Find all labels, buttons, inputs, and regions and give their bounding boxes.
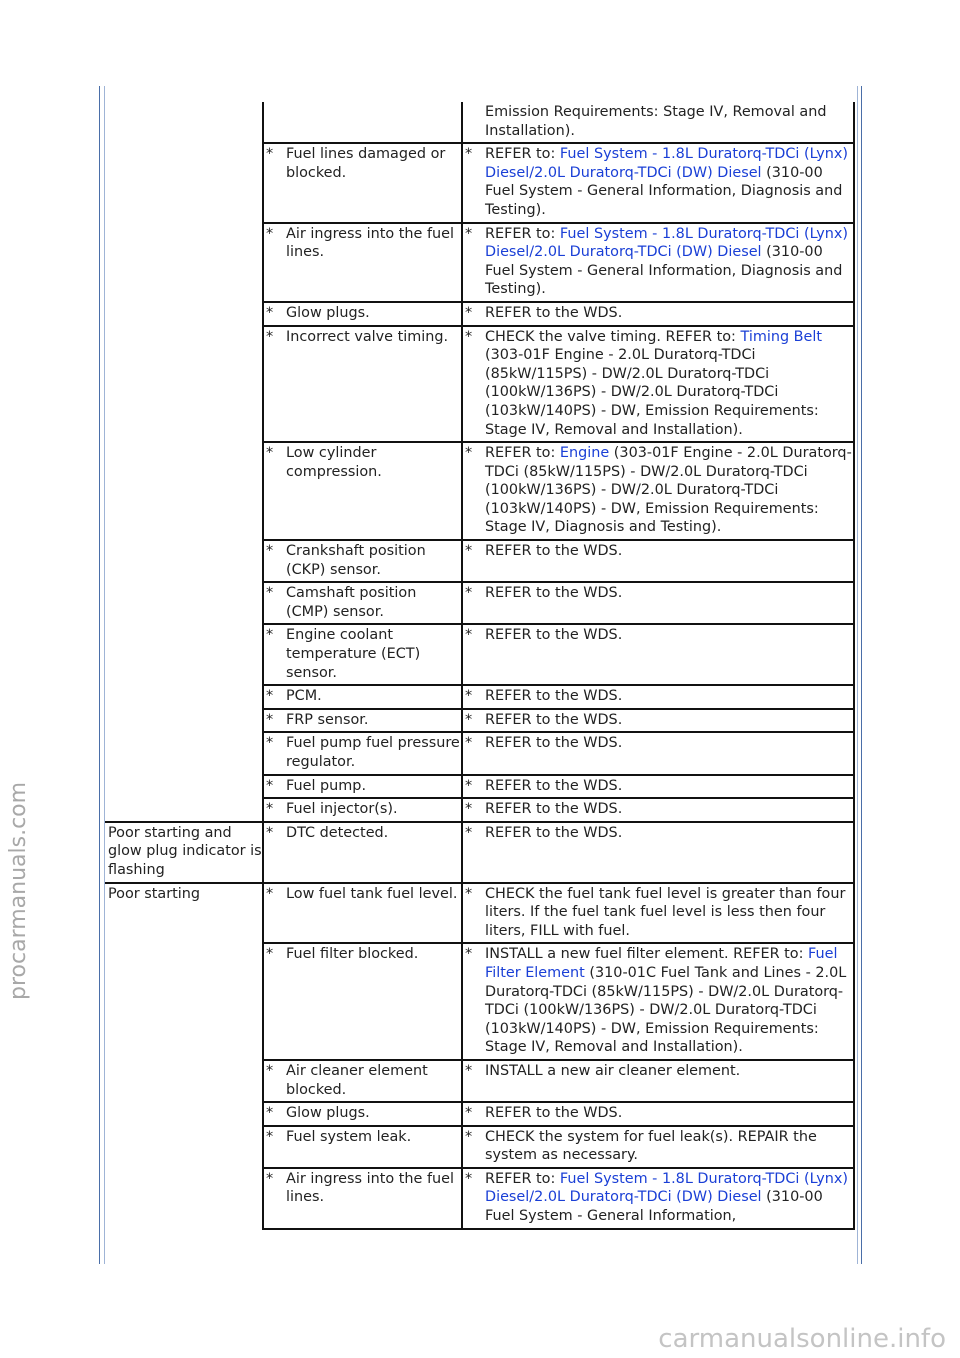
- action-cell: [462, 775, 854, 799]
- condition-cell: [105, 143, 263, 222]
- bullet-star: *: [266, 688, 274, 705]
- bullet-star: *: [465, 543, 473, 560]
- cause-text: Fuel filter blocked.: [286, 946, 419, 963]
- action-text-pre: REFER to the WDS.: [485, 1105, 623, 1122]
- condition-cell: [105, 624, 263, 685]
- cause-cell: [263, 943, 462, 1060]
- cause-text: Camshaft position (CMP) sensor.: [286, 585, 417, 620]
- condition-cell: [105, 1102, 263, 1126]
- table-row: [105, 302, 854, 326]
- table-row: [105, 798, 854, 822]
- cause-text: Fuel injector(s).: [286, 801, 398, 818]
- bullet-star: *: [465, 1128, 473, 1145]
- cause-cell: [263, 883, 462, 944]
- condition-cell: [105, 302, 263, 326]
- bullet-star: *: [465, 585, 473, 602]
- bullet-star: *: [266, 946, 274, 963]
- action-text-post: (310-01C Fuel Tank and Lines - 2.0L Duratorq-TDCi (85kW/115PS) - DW/2.0L Duratorq-TDCi (100kW/136PS) - DW/2.0L Duratorq-TDCi (103kW/140PS) - DW, Emission Requirements: Stage IV, Removal and Installation).: [485, 964, 847, 1056]
- action-text: [485, 945, 853, 1057]
- condition-cell: [105, 442, 263, 540]
- bullet-star: *: [266, 1062, 274, 1079]
- cause-text: DTC detected.: [286, 824, 389, 841]
- bottom-watermark: carmanualsonline.info: [658, 1324, 946, 1354]
- action-text: [485, 1104, 853, 1123]
- action-text: [485, 584, 853, 603]
- action-text-post: (303-01F Engine - 2.0L Duratorq-TDCi (85kW/115PS) - DW/2.0L Duratorq-TDCi (100kW/136PS) - DW/2.0L Duratorq-TDCi (103kW/140PS) - DW, Emission Requirements: Stage IV, Diagnosis and Testing).: [485, 445, 852, 536]
- action-cell: [462, 732, 854, 774]
- action-text-pre: REFER to:: [485, 445, 560, 462]
- bullet-star: *: [266, 777, 274, 794]
- bullet-star: *: [465, 801, 473, 818]
- bullet-star: *: [465, 1170, 473, 1187]
- cause-text: FRP sensor.: [286, 711, 369, 728]
- table-row: [105, 442, 854, 540]
- action-text-pre: REFER to:: [485, 1170, 560, 1187]
- bullet-star: *: [266, 225, 274, 242]
- action-text-pre: CHECK the system for fuel leak(s). REPAIR the system as necessary.: [485, 1128, 817, 1164]
- bullet-star: *: [465, 688, 473, 705]
- table-row: [105, 709, 854, 733]
- bullet-star: *: [465, 1062, 473, 1079]
- condition-cell: [105, 1060, 263, 1102]
- reference-link[interactable]: Fuel System - 1.8L Duratorq-TDCi (Lynx) Diesel/2.0L Duratorq-TDCi (DW) Diesel: [485, 225, 849, 261]
- action-cell: [462, 1060, 854, 1102]
- condition-cell: [105, 709, 263, 733]
- action-cell: [462, 943, 854, 1060]
- condition-cell: [105, 223, 263, 302]
- diagnosis-table: [105, 102, 855, 1230]
- action-cell: [462, 442, 854, 540]
- condition-text: Poor starting and glow plug indicator is flashing: [108, 824, 262, 878]
- table-row: [105, 732, 854, 774]
- cause-cell: [263, 540, 462, 582]
- bullet-star: *: [266, 824, 274, 841]
- action-text-pre: INSTALL a new air cleaner element.: [485, 1062, 741, 1079]
- action-text-pre: REFER to the WDS.: [485, 627, 623, 644]
- cause-cell: [263, 624, 462, 685]
- page-frame-line: [99, 86, 100, 1264]
- action-cell: [462, 798, 854, 822]
- action-text-pre: REFER to the WDS.: [485, 543, 623, 560]
- cause-cell: [263, 1126, 462, 1168]
- cause-cell: [263, 326, 462, 443]
- bullet-star: *: [266, 543, 274, 560]
- action-text-pre: REFER to the WDS.: [485, 304, 623, 321]
- table-row: [105, 1060, 854, 1102]
- action-cell: [462, 582, 854, 624]
- reference-link[interactable]: Fuel System - 1.8L Duratorq-TDCi (Lynx) Diesel/2.0L Duratorq-TDCi (DW) Diesel: [485, 146, 849, 181]
- action-cell: [462, 223, 854, 302]
- condition-cell: [105, 1168, 263, 1229]
- action-text: [485, 711, 853, 730]
- condition-cell: [105, 102, 263, 143]
- cause-cell: [263, 302, 462, 326]
- cause-text: Fuel system leak.: [286, 1128, 412, 1145]
- bullet-star: *: [465, 146, 473, 163]
- action-text: [485, 304, 853, 323]
- action-text: [485, 328, 853, 440]
- condition-cell: [105, 883, 263, 944]
- action-text: [485, 824, 853, 843]
- cause-text: Air cleaner element blocked.: [286, 1062, 428, 1098]
- cause-text: Low fuel tank fuel level.: [286, 885, 458, 902]
- condition-cell: [105, 732, 263, 774]
- condition-cell: [105, 943, 263, 1060]
- action-cell: [462, 709, 854, 733]
- action-text-pre: REFER to the WDS.: [485, 824, 623, 841]
- table-row: [105, 624, 854, 685]
- bullet-star: *: [465, 304, 473, 321]
- cause-cell: [263, 685, 462, 709]
- cause-cell: [263, 102, 462, 143]
- action-text: [485, 542, 853, 561]
- cause-cell: [263, 822, 462, 883]
- bullet-star: *: [266, 1170, 274, 1187]
- action-cell: [462, 1168, 854, 1229]
- table-row: [105, 685, 854, 709]
- action-text-pre: REFER to the WDS.: [485, 735, 623, 752]
- condition-cell: [105, 822, 263, 883]
- cause-cell: [263, 732, 462, 774]
- cause-text: Glow plugs.: [286, 1105, 370, 1122]
- bullet-star: *: [465, 1105, 473, 1122]
- cause-text: Fuel pump fuel pressure regulator.: [286, 735, 460, 770]
- table-row: [105, 883, 854, 944]
- action-text-post: (310-00 Fuel System - General Information, Diagnosis and Testing).: [485, 164, 843, 218]
- action-text: [485, 626, 853, 645]
- action-text: [485, 885, 853, 941]
- action-cell: [462, 822, 854, 883]
- reference-link[interactable]: Timing Belt: [740, 328, 823, 345]
- cause-cell: [263, 582, 462, 624]
- action-cell: [462, 624, 854, 685]
- condition-cell: [105, 582, 263, 624]
- cause-cell: [263, 1102, 462, 1126]
- action-cell: [462, 102, 854, 143]
- action-text-post: (303-01F Engine - 2.0L Duratorq-TDCi (85kW/115PS) - DW/2.0L Duratorq-TDCi (100kW/136PS) - DW/2.0L Duratorq-TDCi (103kW/140PS) - DW, Emission Requirements: Stage IV, Removal and Installation).: [485, 347, 819, 438]
- action-text: [485, 1128, 853, 1165]
- table-row: [105, 326, 854, 443]
- cause-cell: [263, 1168, 462, 1229]
- condition-cell: [105, 540, 263, 582]
- bullet-star: *: [266, 885, 274, 902]
- cause-text: Incorrect valve timing.: [286, 328, 449, 345]
- action-text-pre: REFER to the WDS.: [485, 711, 623, 728]
- cause-cell: [263, 223, 462, 302]
- cause-text: Glow plugs.: [286, 304, 370, 321]
- action-text-pre: REFER to the WDS.: [485, 585, 623, 602]
- bullet-star: *: [465, 711, 473, 728]
- action-cell: [462, 883, 854, 944]
- bullet-star: *: [266, 735, 274, 752]
- action-text-pre: REFER to the WDS.: [485, 777, 623, 794]
- cause-cell: [263, 442, 462, 540]
- cause-cell: [263, 709, 462, 733]
- cause-text: PCM.: [286, 688, 322, 705]
- action-cell: [462, 540, 854, 582]
- bullet-star: *: [266, 627, 274, 644]
- action-text-pre: REFER to the WDS.: [485, 801, 623, 818]
- action-text: [485, 444, 853, 537]
- cause-text: Fuel pump.: [286, 777, 367, 794]
- action-text: [485, 103, 853, 140]
- action-cell: [462, 326, 854, 443]
- table-row: [105, 943, 854, 1060]
- reference-link[interactable]: Engine: [559, 445, 610, 462]
- bullet-star: *: [266, 1128, 274, 1145]
- action-text: [485, 145, 853, 219]
- action-cell: [462, 1102, 854, 1126]
- condition-cell: [105, 1126, 263, 1168]
- bullet-star: *: [465, 885, 473, 902]
- side-watermark: procarmanuals.com: [6, 781, 31, 1000]
- condition-cell: [105, 685, 263, 709]
- action-text-post: Emission Requirements: Stage IV, Removal and Installation).: [485, 104, 827, 139]
- condition-cell: [105, 775, 263, 799]
- bullet-star: *: [266, 711, 274, 728]
- action-text: [485, 800, 853, 819]
- action-text-pre: CHECK the valve timing. REFER to:: [485, 328, 741, 345]
- condition-text: Poor starting: [108, 885, 201, 902]
- bullet-star: *: [266, 304, 274, 321]
- bullet-star: *: [266, 146, 274, 163]
- reference-link[interactable]: Fuel System - 1.8L Duratorq-TDCi (Lynx) Diesel/2.0L Duratorq-TDCi (DW) Diesel: [485, 1170, 849, 1206]
- bullet-star: *: [266, 801, 274, 818]
- cause-cell: [263, 775, 462, 799]
- action-text: [485, 777, 853, 796]
- table-row: [105, 775, 854, 799]
- action-text: [485, 1170, 853, 1226]
- bullet-star: *: [266, 445, 274, 462]
- table-row: [105, 223, 854, 302]
- cause-text: Low cylinder compression.: [286, 445, 382, 480]
- bullet-star: *: [465, 946, 473, 963]
- table-row: [105, 102, 854, 143]
- table-row: [105, 1102, 854, 1126]
- action-cell: [462, 143, 854, 222]
- action-text: [485, 225, 853, 299]
- cause-text: Air ingress into the fuel lines.: [286, 1170, 454, 1206]
- cause-cell: [263, 1060, 462, 1102]
- reference-link[interactable]: Fuel Filter Element: [485, 946, 838, 981]
- bullet-star: *: [465, 627, 473, 644]
- action-text-post: (310-00 Fuel System - General Information,: [485, 1189, 823, 1225]
- table-row: [105, 1126, 854, 1168]
- page-frame-line: [857, 86, 858, 1264]
- condition-cell: [105, 326, 263, 443]
- table-row: [105, 582, 854, 624]
- action-text: [485, 687, 853, 706]
- action-text: [485, 734, 853, 753]
- page-frame-line: [861, 86, 862, 1264]
- table-row: [105, 540, 854, 582]
- bullet-star: [463, 103, 485, 140]
- cause-cell: [263, 143, 462, 222]
- action-text-pre: REFER to:: [485, 225, 560, 242]
- cause-text: Fuel lines damaged or blocked.: [286, 146, 446, 181]
- bullet-star: *: [465, 445, 473, 462]
- action-text-post: (310-00 Fuel System - General Information, Diagnosis and Testing).: [485, 244, 843, 298]
- action-cell: [462, 1126, 854, 1168]
- action-cell: [462, 302, 854, 326]
- action-text-pre: REFER to:: [485, 146, 560, 163]
- bullet-star: *: [266, 328, 274, 345]
- bullet-star: *: [465, 824, 473, 841]
- bullet-star: *: [465, 735, 473, 752]
- action-text: [485, 1062, 853, 1081]
- table-row: [105, 1168, 854, 1229]
- cause-text: Air ingress into the fuel lines.: [286, 225, 454, 261]
- bullet-star: *: [465, 328, 473, 345]
- cause-text: Engine coolant temperature (ECT) sensor.: [286, 627, 421, 681]
- action-text-pre: CHECK the fuel tank fuel level is greater than four liters. If the fuel tank fuel level is less then four liters, FILL with fuel.: [485, 885, 846, 939]
- bullet-star: *: [266, 1105, 274, 1122]
- bullet-star: *: [266, 585, 274, 602]
- bullet-star: *: [465, 225, 473, 242]
- condition-cell: [105, 798, 263, 822]
- action-text-pre: INSTALL a new fuel filter element. REFER to:: [485, 946, 809, 963]
- cause-cell: [263, 798, 462, 822]
- table-row: [105, 822, 854, 883]
- action-cell: [462, 685, 854, 709]
- table-row: [105, 143, 854, 222]
- action-text-pre: REFER to the WDS.: [485, 688, 623, 705]
- bullet-star: *: [465, 777, 473, 794]
- cause-text: Crankshaft position (CKP) sensor.: [286, 543, 426, 578]
